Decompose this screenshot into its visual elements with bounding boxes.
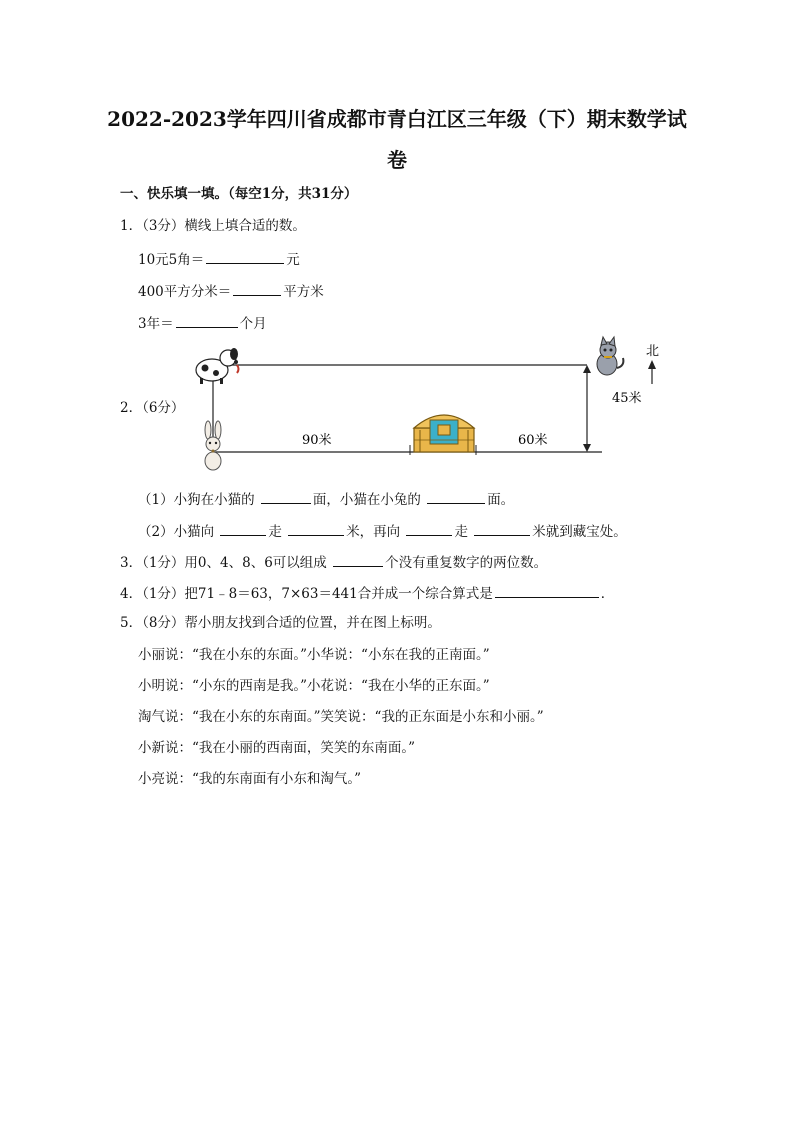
treasure-chest-icon	[414, 415, 474, 452]
item-text: 400平方分米＝	[138, 284, 232, 300]
page-title-continued: 卷	[387, 148, 407, 172]
sub-text: 米，再向	[346, 524, 401, 540]
sub-text: 面，小猫在小兔的	[312, 492, 421, 508]
sub-text: 走	[454, 524, 468, 540]
question-text: 个没有重复数字的两位数。	[385, 555, 548, 571]
question-5-stem: 5．（8分）帮小朋友找到合适的位置，并在图上标明。	[120, 615, 441, 631]
item-unit: 元	[286, 252, 300, 268]
distance-60-label: 60米	[518, 433, 548, 448]
question-5-statement: 小明说：“小东的西南是我。”小花说：“我在小华的正东面。”	[138, 678, 490, 694]
answer-blank[interactable]	[406, 520, 452, 536]
answer-blank[interactable]	[427, 488, 485, 504]
question-text: 3．（1分）用0、4、8、6可以组成	[120, 555, 327, 571]
question-2-label: 2．（6分）	[120, 400, 185, 416]
distance-90-label: 90米	[302, 433, 332, 448]
question-2-sub-1	[138, 488, 514, 510]
question-5-statement: 淘气说：“我在小东的东南面。”笑笑说：“我的正东面是小东和小丽。”	[138, 709, 544, 725]
sub-text: （1）小狗在小猫的	[138, 492, 255, 508]
answer-blank[interactable]	[474, 520, 530, 536]
answer-blank[interactable]	[220, 520, 266, 536]
sub-text: 面。	[487, 492, 515, 508]
question-1-stem: 1．（3分）横线上填合适的数。	[120, 218, 306, 234]
section-heading: 一、快乐填一填。（每空1分，共31分）	[120, 186, 358, 202]
question-3	[120, 551, 547, 573]
question-5-statement: 小丽说：“我在小东的东面。”小华说：“小东在我的正南面。”	[138, 647, 490, 663]
question-4	[120, 582, 614, 604]
treasure-map-diagram	[0, 330, 794, 480]
answer-blank[interactable]	[333, 551, 383, 567]
distance-45-label: 45米	[612, 391, 642, 406]
north-arrow-head	[648, 360, 656, 369]
question-text: 4．（1分）把71﹣8＝63，7×63＝441合并成一个综合算式是	[120, 586, 493, 602]
answer-blank[interactable]	[495, 582, 599, 598]
answer-blank[interactable]	[233, 280, 281, 296]
item-text: 3年＝	[138, 316, 174, 332]
answer-blank[interactable]	[176, 312, 238, 328]
item-unit: 平方米	[283, 284, 324, 300]
item-text: 10元5角＝	[138, 252, 205, 268]
question-5-statement: 小新说：“我在小丽的西南面，笑笑的东南面。”	[138, 740, 416, 756]
cat-icon	[597, 337, 623, 375]
sub-text: 米就到藏宝处。	[532, 524, 627, 540]
answer-blank[interactable]	[261, 488, 311, 504]
dog-icon	[196, 348, 239, 384]
arrow-up-head	[583, 365, 591, 373]
sub-text: 走	[268, 524, 282, 540]
north-label: 北	[646, 344, 660, 359]
question-1-item-1	[138, 248, 300, 270]
answer-blank[interactable]	[288, 520, 344, 536]
question-1-item-2	[138, 280, 324, 302]
question-5-statement: 小亮说：“我的东南面有小东和淘气。”	[138, 771, 362, 787]
answer-blank[interactable]	[206, 248, 284, 264]
question-text: ．	[600, 586, 615, 602]
question-2-sub-2	[138, 520, 627, 542]
item-unit: 个月	[239, 316, 267, 332]
arrow-down-head	[583, 444, 591, 452]
sub-text: （2）小猫向	[138, 524, 215, 540]
page-title: 2022-2023学年四川省成都市青白江区三年级（下）期末数学试	[107, 107, 687, 131]
